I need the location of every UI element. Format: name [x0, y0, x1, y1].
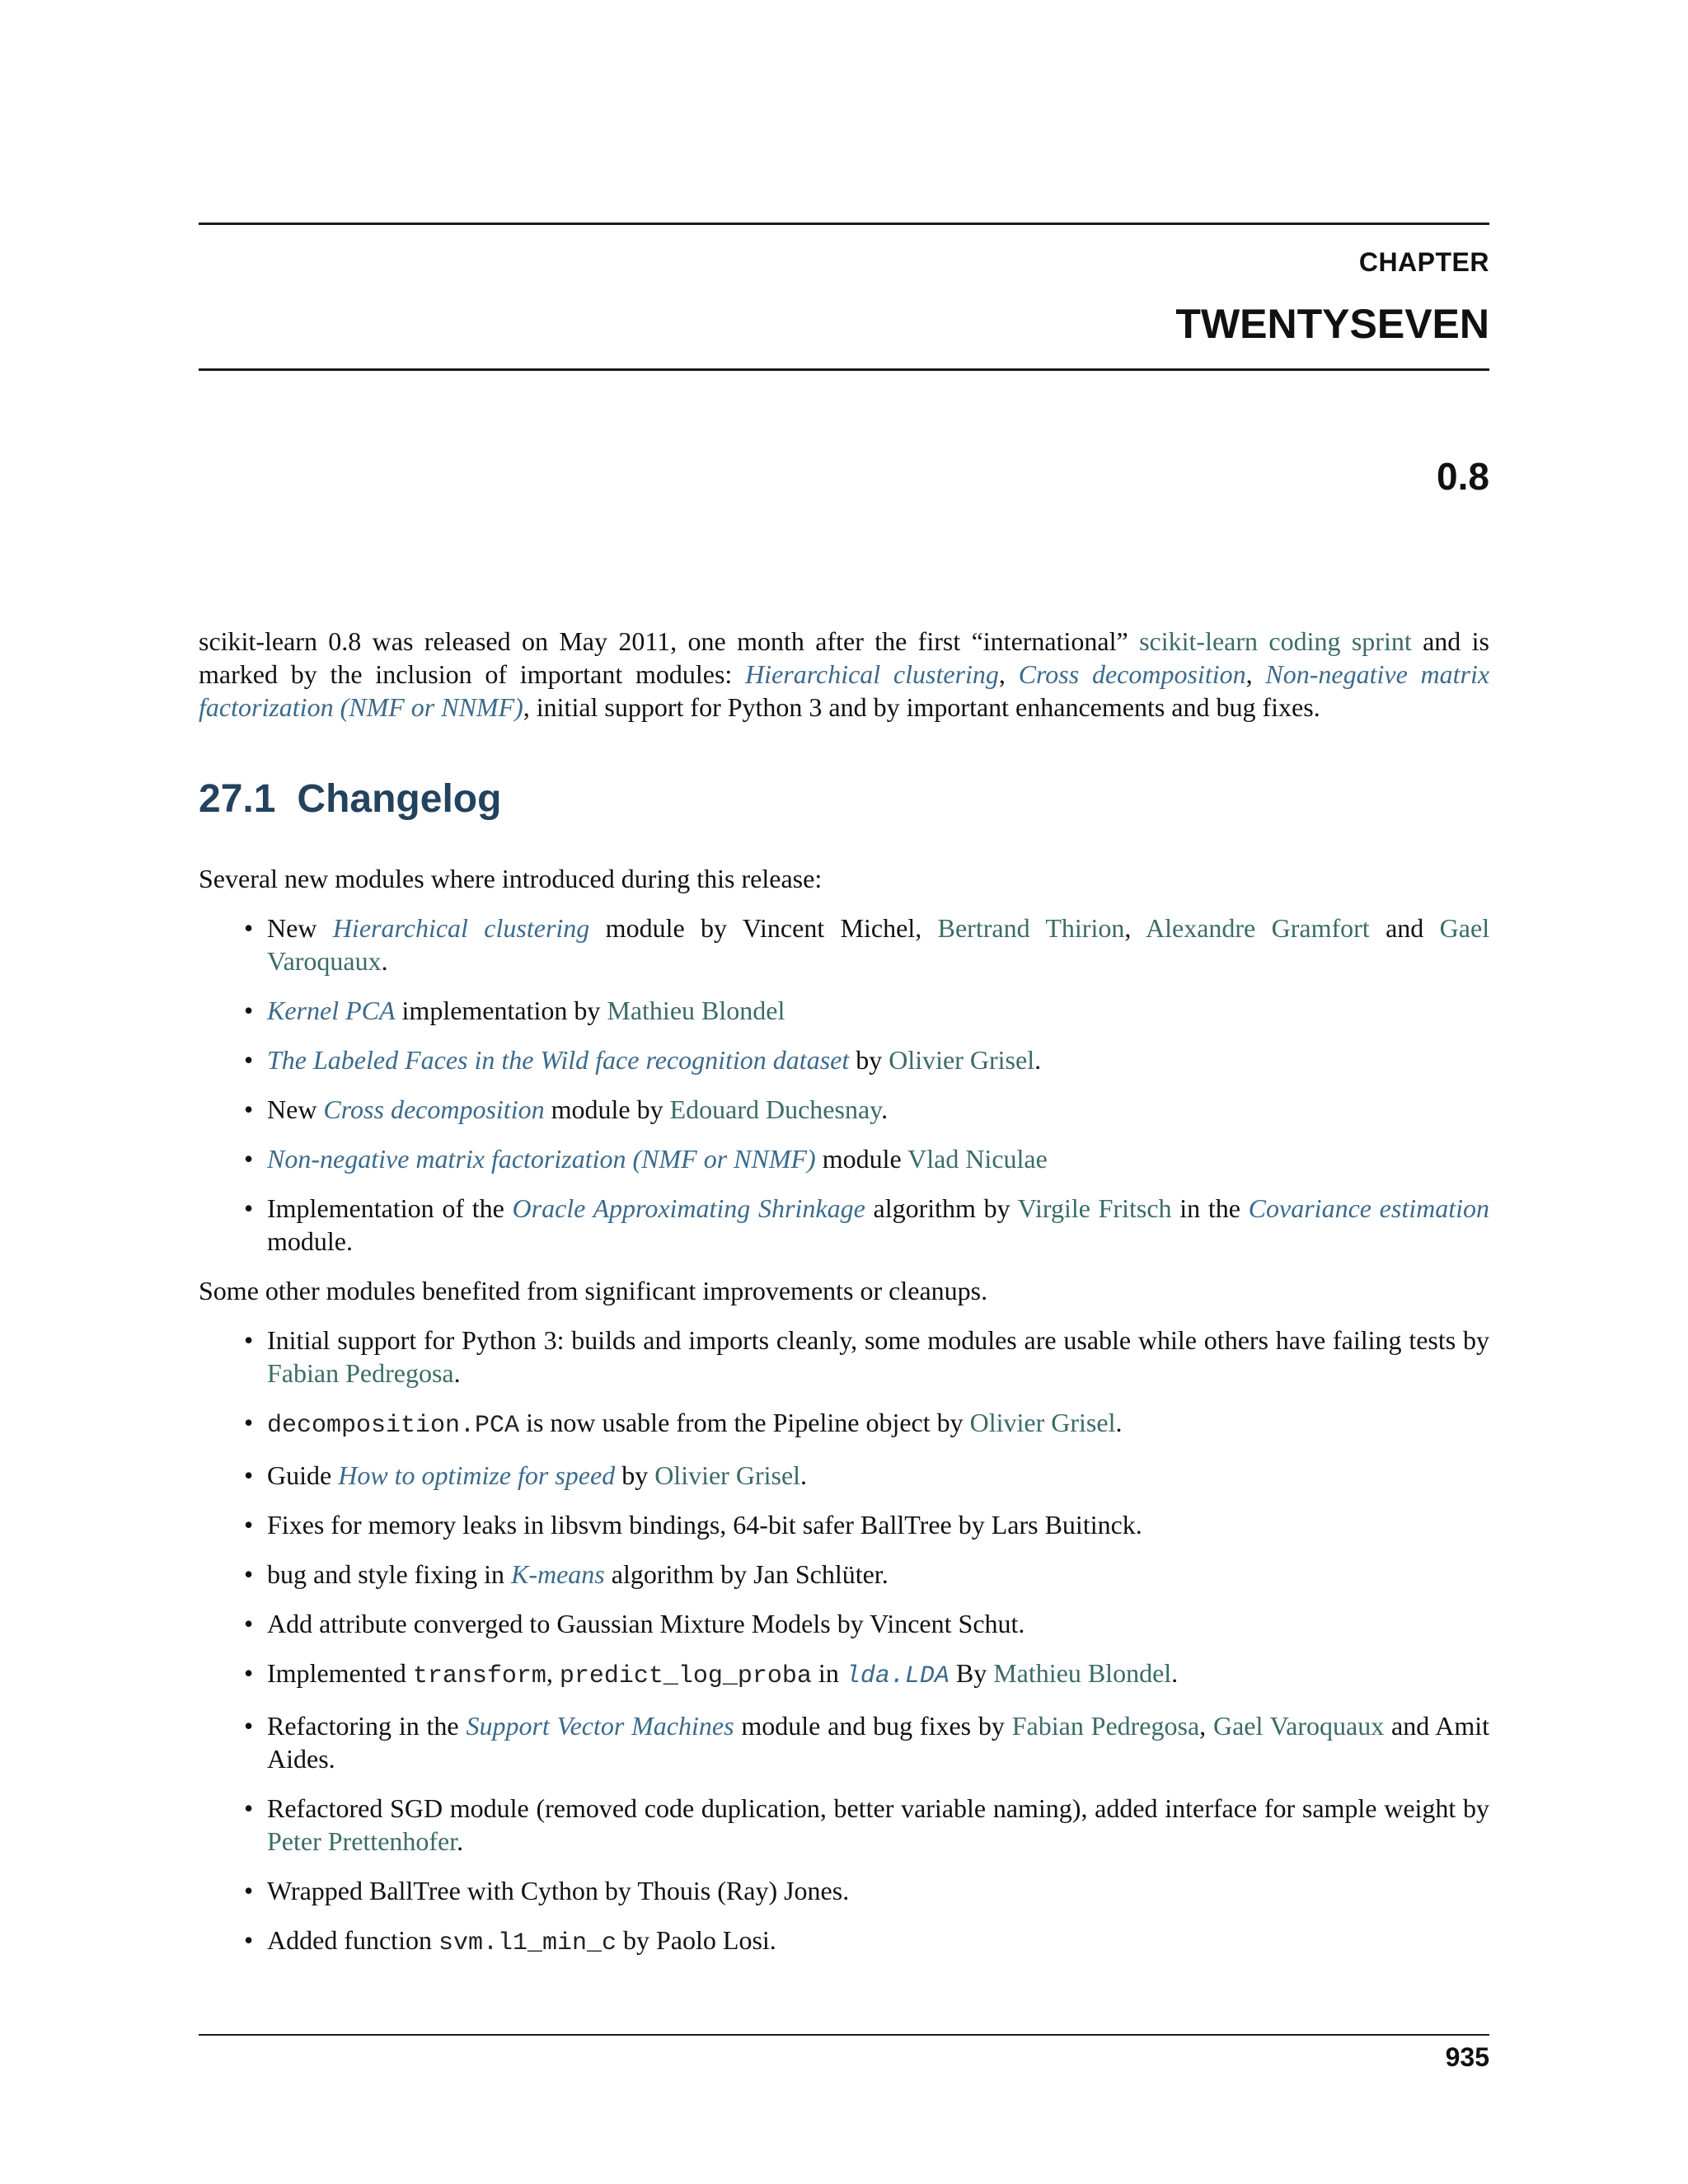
- link-person[interactable]: Bertrand Thirion: [937, 913, 1125, 943]
- code-literal: predict_log_proba: [559, 1662, 812, 1690]
- section-number: 27.1: [199, 777, 276, 821]
- link-cross-decomposition[interactable]: Cross decomposition: [1018, 659, 1246, 689]
- chapter-bottom-rule: [199, 368, 1489, 371]
- code-literal: svm.l1_min_c: [438, 1929, 617, 1957]
- list-item: [267, 1709, 1489, 1775]
- list-item: [267, 1874, 1489, 1907]
- link-person[interactable]: Gael Varoquaux: [1212, 1711, 1385, 1741]
- link-person[interactable]: Mathieu Blondel: [993, 1658, 1172, 1688]
- link-support-vector-machines[interactable]: Support Vector Machines: [466, 1711, 734, 1741]
- item-text: Fixes for memory leaks in libsvm bindings, 64-bit safer BallTree by Lars Buitinck.: [267, 1510, 1142, 1540]
- item-text: ,: [546, 1658, 560, 1688]
- chapter-title: 0.8: [1437, 455, 1489, 498]
- link-person[interactable]: Fabian Pedregosa: [267, 1358, 454, 1388]
- item-text: by: [849, 1045, 889, 1075]
- link-lfw-dataset[interactable]: The Labeled Faces in the Wild face recognition dataset: [267, 1045, 850, 1075]
- new-modules-intro: Several new modules where introduced during this release:: [199, 864, 823, 893]
- item-text: New: [267, 1094, 324, 1124]
- list-item: [267, 1142, 1489, 1175]
- item-text: .: [1115, 1408, 1123, 1437]
- link-covariance-estimation[interactable]: Covariance estimation: [1248, 1193, 1490, 1223]
- item-text: Add attribute converged to Gaussian Mixture Models by Vincent Schut.: [267, 1609, 1025, 1638]
- chapter-label: CHAPTER: [1358, 247, 1489, 277]
- intro-paragraph: [199, 625, 1489, 724]
- link-person[interactable]: Olivier Grisel: [654, 1460, 801, 1490]
- intro-text: , initial support for Python 3 and by important enhancements and bug fixes.: [523, 692, 1320, 722]
- item-text: Added function: [267, 1925, 438, 1955]
- link-person[interactable]: Edouard Duchesnay: [669, 1094, 882, 1124]
- item-text: ,: [1199, 1711, 1213, 1741]
- list-item: [267, 912, 1489, 977]
- link-kernel-pca[interactable]: Kernel PCA: [267, 996, 396, 1025]
- item-text: Refactoring in the: [267, 1711, 467, 1741]
- item-text: .: [1034, 1045, 1042, 1075]
- intro-separator: ,: [998, 659, 1019, 689]
- footer-rule: [199, 2034, 1489, 2036]
- item-text: .: [453, 1358, 461, 1388]
- item-text: .: [800, 1460, 808, 1490]
- section-title: Changelog: [297, 777, 502, 821]
- item-text: algorithm by Jan Schlüter.: [604, 1559, 889, 1589]
- item-text: Implementation of the: [267, 1193, 513, 1223]
- item-text: by Paolo Losi.: [617, 1925, 776, 1955]
- list-item: [267, 1508, 1489, 1541]
- item-text: in: [811, 1658, 846, 1688]
- improvements-intro: Some other modules benefited from significant improvements or cleanups.: [199, 1276, 988, 1305]
- item-text: Refactored SGD module (removed code duplication, better variable naming), added interface for sample weight by: [267, 1793, 1489, 1823]
- item-text: is now usable from the Pipeline object by: [519, 1408, 970, 1437]
- link-person[interactable]: Gael Varoquaux: [267, 913, 1490, 976]
- item-text: Wrapped BallTree with Cython by Thouis (Ray) Jones.: [267, 1876, 850, 1905]
- list-item: [267, 1607, 1489, 1640]
- item-text: Implemented: [267, 1658, 413, 1688]
- item-text: module by Vincent Michel,: [589, 913, 938, 943]
- list-item: [267, 1192, 1489, 1258]
- link-hierarchical-clustering[interactable]: Hierarchical clustering: [745, 659, 999, 689]
- list-item: [267, 1406, 1489, 1442]
- item-text: algorithm by: [865, 1193, 1018, 1223]
- link-person[interactable]: Virgile Fritsch: [1017, 1193, 1172, 1223]
- code-literal: transform: [412, 1662, 546, 1690]
- link-person[interactable]: Olivier Grisel: [889, 1045, 1035, 1075]
- link-person[interactable]: Olivier Grisel: [969, 1408, 1116, 1437]
- item-text: by: [615, 1460, 655, 1490]
- link-coding-sprint[interactable]: scikit-learn coding sprint: [1139, 626, 1412, 656]
- new-modules-list: [199, 912, 1489, 1258]
- list-item: [267, 1792, 1489, 1858]
- item-text: .: [381, 946, 388, 976]
- link-k-means[interactable]: K-means: [510, 1559, 605, 1589]
- list-item: [267, 994, 1489, 1027]
- link-nmf[interactable]: Non-negative matrix factorization (NMF or NNMF): [267, 1144, 816, 1174]
- intro-text: scikit-learn 0.8 was released on May 2011, one month after the first “international”: [199, 626, 1140, 656]
- item-text: in the: [1171, 1193, 1249, 1223]
- chapter-top-rule: [199, 223, 1489, 225]
- link-cross-decomposition[interactable]: Cross decomposition: [323, 1094, 545, 1124]
- improvements-list: [199, 1324, 1489, 1960]
- item-text: .: [881, 1094, 889, 1124]
- chapter-number: TWENTYSEVEN: [1175, 301, 1489, 347]
- link-person[interactable]: Fabian Pedregosa: [1011, 1711, 1200, 1741]
- link-person[interactable]: Vlad Niculae: [907, 1144, 1048, 1174]
- link-optimize-for-speed[interactable]: How to optimize for speed: [338, 1460, 616, 1490]
- section-heading-changelog: [199, 775, 1489, 824]
- list-item: [267, 1459, 1489, 1492]
- item-text: .: [1171, 1658, 1179, 1688]
- item-text: and: [1369, 913, 1440, 943]
- code-literal: decomposition.PCA: [267, 1412, 520, 1440]
- link-lda[interactable]: lda.LDA: [845, 1662, 950, 1690]
- item-text: .: [457, 1826, 464, 1856]
- item-text: module by: [544, 1094, 670, 1124]
- list-item: [267, 1043, 1489, 1076]
- item-text: and Amit Aides.: [267, 1711, 1490, 1774]
- list-item: [267, 1324, 1489, 1390]
- item-text: New: [267, 913, 333, 943]
- list-item: [267, 1657, 1489, 1693]
- item-text: module.: [267, 1226, 353, 1256]
- intro-text: and is marked by the inclusion of important modules:: [199, 626, 1490, 689]
- link-person[interactable]: Peter Prettenhofer: [267, 1826, 457, 1856]
- item-text: ,: [1124, 913, 1146, 943]
- list-item: [267, 1558, 1489, 1591]
- item-text: module: [815, 1144, 908, 1174]
- item-text: module and bug fixes by: [734, 1711, 1012, 1741]
- list-item: [267, 1093, 1489, 1126]
- page-content: [199, 625, 1489, 1960]
- link-oracle-approximating-shrinkage[interactable]: Oracle Approximating Shrinkage: [512, 1193, 865, 1223]
- link-hierarchical-clustering[interactable]: Hierarchical clustering: [332, 913, 590, 943]
- link-person[interactable]: Alexandre Gramfort: [1145, 913, 1370, 943]
- item-text: Guide: [267, 1460, 339, 1490]
- document-page: [199, 0, 1489, 2184]
- link-person[interactable]: Mathieu Blondel: [607, 996, 785, 1025]
- list-item: [267, 1924, 1489, 1960]
- item-text: bug and style fixing in: [267, 1559, 511, 1589]
- item-text: Initial support for Python 3: builds and imports cleanly, some modules are usable while others have failing tests by: [267, 1325, 1489, 1355]
- item-text: By: [949, 1658, 994, 1688]
- link-nmf[interactable]: Non-negative matrix factorization (NMF or NNMF): [199, 659, 1490, 722]
- intro-separator: ,: [1245, 659, 1266, 689]
- page-number: 935: [1445, 2042, 1489, 2072]
- item-text: implementation by: [395, 996, 607, 1025]
